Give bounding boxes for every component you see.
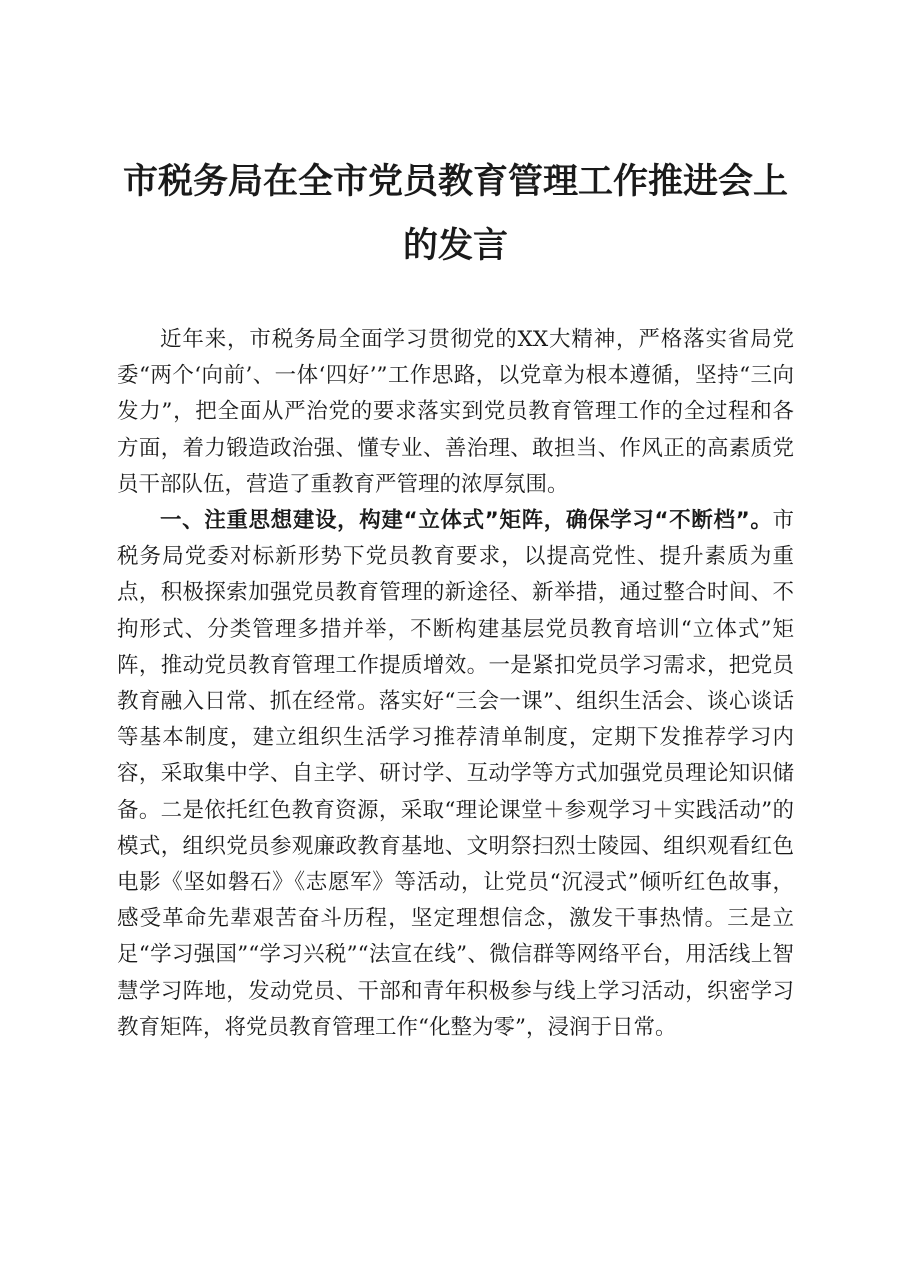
section-one-heading: 一、注重思想建设，构建“立体式”矩阵，确保学习“不断档”。	[160, 508, 773, 534]
document-title: 市税务局在全市党员教育管理工作推进会上的发言	[122, 161, 788, 266]
intro-paragraph	[117, 322, 794, 503]
section-one-paragraph	[117, 503, 794, 1046]
document-page	[117, 150, 794, 1046]
section-one-text: 市税务局党委对标新形势下党员教育要求，以提高党性、提升素质为重点，积极探索加强党员教育管理的新途径、新举措，通过整合时间、不拘形式、分类管理多措并举，不断构建基层党员教育培训“立体式”矩阵，推动党员教育管理工作提质增效。一是紧扣党员学习需求，把党员教育融入日常、抓在经常。落实好“三会一课”、组织生活会、谈心谈话等基本制度，建立组织生活学习推荐清单制度，定期下发推荐学习内容，采取集中学、自主学、研讨学、互动学等方式加强党员理论知识储备。二是依托红色教育资源，采取“理论课堂＋参观学习＋实践活动”的模式，组织党员参观廉政教育基地、文明祭扫烈士陵园、组织观看红色电影《坚如磐石》《志愿军》等活动，让党员“沉浸式”倾听红色故事，感受革命先辈艰苦奋斗历程，坚定理想信念，激发干事热情。三是立足“学习强国”“学习兴税”“法宣在线”、微信群等网络平台，用活线上智慧学习阵地，发动党员、干部和青年积极参与线上学习活动，织密学习教育矩阵，将党员教育管理工作“化整为零”，浸润于日常。	[117, 508, 794, 1040]
document-body	[117, 322, 794, 1046]
intro-paragraph-text: 近年来，市税务局全面学习贯彻党的XX大精神，严格落实省局党委“两个‘向前’、一体‘四好’”工作思路，以党章为根本遵循，坚持“三向发力”，把全面从严治党的要求落实到党员教育管理工作的全过程和各方面，着力锻造政治强、懂专业、善治理、敢担当、作风正的高素质党员干部队伍，营造了重教育严管理的浓厚氛围。	[117, 327, 794, 497]
